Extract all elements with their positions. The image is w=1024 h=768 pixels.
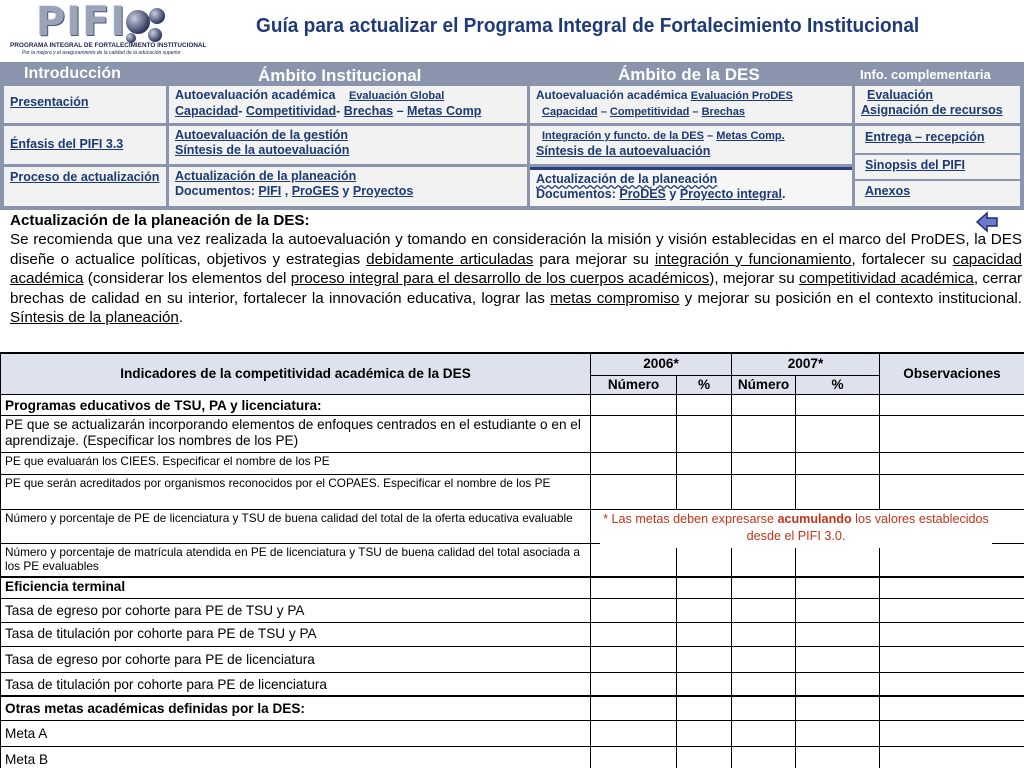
- row-label: Tasa de titulación por cohorte para PE de licenciatura: [1, 672, 591, 696]
- table-row: [1, 452, 1024, 474]
- brechas-link[interactable]: Brechas: [343, 104, 394, 118]
- nav-item-label[interactable]: Presentación: [10, 95, 89, 109]
- cell-2006-percent[interactable]: [677, 415, 732, 452]
- brechas-des-link[interactable]: Brechas: [701, 106, 745, 118]
- cell-2007-numero[interactable]: [732, 577, 796, 598]
- cell-2006-numero[interactable]: [591, 622, 677, 646]
- cell-observaciones[interactable]: [880, 598, 1024, 622]
- cell-2007-numero[interactable]: [732, 598, 796, 622]
- cell-2006-numero[interactable]: [591, 452, 677, 474]
- cell-2006-numero[interactable]: [591, 720, 677, 746]
- nav-header-des[interactable]: Ámbito de la DES: [618, 65, 760, 84]
- nav-cell-autoevaluacion: Autoevaluación académica Evaluación Global Capacidad- Competitividad- Brechas – Metas Comp: [169, 86, 527, 123]
- body-text-segment: Se recomienda que una vez realizada la autoevaluación y tomando en consideración la misión y visión establecidas en el marco del ProDES, la DES diseñe o actualice políticas, objetivos y estrategias: [10, 231, 1022, 268]
- evaluacion-prodes-link[interactable]: Evaluación ProDES: [690, 90, 793, 102]
- row-label: Meta B: [1, 746, 591, 768]
- percent-2006-header: %: [677, 375, 732, 394]
- cell-observaciones[interactable]: [880, 577, 1024, 598]
- cell-2006-percent[interactable]: [677, 746, 732, 768]
- table-row: [1, 394, 1024, 415]
- cell-2007-percent[interactable]: [796, 543, 880, 577]
- cell-2006-percent[interactable]: [677, 696, 732, 720]
- table-row: [1, 646, 1024, 672]
- page-title: Guía para actualizar el Programa Integral de Fortalecimiento Institucional: [256, 14, 920, 37]
- anexos-link[interactable]: Anexos: [865, 184, 911, 198]
- cell-2007-percent[interactable]: [796, 394, 880, 415]
- nav-cell-planeacion-des-active: Actualización de la planeación Documentos: ProDES y Proyecto integral.: [530, 167, 852, 206]
- table-header-row: [1, 353, 1024, 375]
- cell-2006-percent[interactable]: [677, 394, 732, 415]
- year-2007-header: 2007*: [732, 353, 880, 375]
- planeacion-description: [10, 211, 1022, 327]
- row-label: Tasa de titulación por cohorte para PE de TSU y PA: [1, 622, 591, 646]
- body-link-integracion[interactable]: integración y funcionamiento: [654, 250, 852, 268]
- metas-comp-des-link[interactable]: Metas Comp.: [716, 130, 785, 142]
- nav-header-info[interactable]: Info. complementaria: [860, 67, 991, 82]
- cell-observaciones[interactable]: [880, 672, 1024, 696]
- cell-2006-percent[interactable]: [677, 720, 732, 746]
- nav-item-proceso[interactable]: [4, 167, 166, 206]
- indicator-header: Indicadores de la competitividad académica de la DES: [1, 353, 591, 394]
- pifi-logo: [4, 0, 207, 60]
- row-label: Número y porcentaje de matrícula atendida en PE de licenciatura y TSU de buena calidad del total asociada a los PE evaluables: [1, 543, 591, 577]
- capacidad-link[interactable]: Capacidad: [175, 104, 239, 118]
- section-heading: Actualización de la planeación de la DES:: [10, 212, 310, 229]
- cell-2006-percent[interactable]: [677, 452, 732, 474]
- row-label: Tasa de egreso por cohorte para PE de TSU y PA: [1, 598, 591, 622]
- table-row: [1, 543, 1024, 577]
- page-header: [0, 0, 1024, 62]
- asignacion-recursos-link[interactable]: Asignación de recursos: [861, 103, 1003, 117]
- body-link-articuladas[interactable]: debidamente articuladas: [366, 250, 534, 268]
- cell-observaciones[interactable]: [880, 696, 1024, 720]
- cell-2007-numero[interactable]: [732, 746, 796, 768]
- nav-item-sinopsis[interactable]: [855, 155, 1020, 179]
- nav-cell-planeacion-inst: Actualización de la planeación Documentos: PIFI , ProGES y Proyectos: [169, 167, 527, 206]
- cell-observaciones[interactable]: [880, 646, 1024, 672]
- cell-2007-numero[interactable]: [732, 474, 796, 509]
- cell-2007-percent[interactable]: [796, 646, 880, 672]
- nav-cell-integracion-des: Integración y functo. de la DES – Metas Comp. Síntesis de la autoevaluación: [530, 126, 852, 164]
- evaluacion-global-link[interactable]: Evaluación Global: [348, 90, 445, 102]
- cell-2007-numero[interactable]: [732, 452, 796, 474]
- cell-2006-percent[interactable]: [677, 577, 732, 598]
- cell-2006-numero[interactable]: [591, 746, 677, 768]
- actualizacion-planeacion-link[interactable]: Actualización de la planeación: [175, 169, 357, 183]
- body-text-segment: ), mejorar su: [709, 270, 799, 288]
- body-link-sintesis-planeacion[interactable]: Síntesis de la planeación: [10, 309, 179, 327]
- row-label: Eficiencia terminal: [1, 577, 591, 598]
- cell-2007-percent[interactable]: [796, 720, 880, 746]
- note-text-a: * Las metas deben expresarse: [603, 512, 778, 526]
- navigation-grid: [0, 62, 1024, 210]
- cell-2007-percent[interactable]: [796, 672, 880, 696]
- cell-2007-percent[interactable]: [796, 598, 880, 622]
- sintesis-autoevaluacion-des-link[interactable]: Síntesis de la autoevaluación: [536, 144, 711, 158]
- body-text-segment: (considerar los elementos del: [83, 270, 291, 288]
- cell-2006-numero[interactable]: [591, 415, 677, 452]
- body-link-proceso-integral[interactable]: proceso integral para el desarrollo de los cuerpos académicos: [290, 270, 710, 288]
- autoevaluacion-gestion-link[interactable]: Autoevaluación de la gestión: [175, 128, 348, 142]
- cell-2007-numero[interactable]: [732, 696, 796, 720]
- percent-2007-header: %: [796, 375, 880, 394]
- body-text-segment: , cerrar brechas de calidad en su interior, fortalecer la innovación educativa, lograr las: [10, 270, 1023, 307]
- cell-2006-percent[interactable]: [677, 672, 732, 696]
- cell-2006-numero[interactable]: [591, 696, 677, 720]
- prodes-link[interactable]: ProDES: [619, 187, 666, 201]
- table-row: [1, 474, 1024, 509]
- cell-2007-percent[interactable]: [796, 474, 880, 509]
- body-text-segment: para mejorar su: [533, 250, 655, 268]
- cell-observaciones[interactable]: [880, 452, 1024, 474]
- cell-2006-percent[interactable]: [677, 598, 732, 622]
- row-label: Programas educativos de TSU, PA y licenciatura:: [1, 394, 591, 415]
- cell-observaciones[interactable]: [880, 543, 1024, 577]
- metas-note: [600, 510, 992, 548]
- body-link-competitividad[interactable]: competitividad académica: [798, 270, 974, 288]
- logo-word: PIFI: [36, 0, 127, 45]
- cell-observaciones[interactable]: [880, 622, 1024, 646]
- cell-2007-numero[interactable]: [732, 415, 796, 452]
- nav-item-entrega[interactable]: [855, 126, 1020, 153]
- cell-2007-percent[interactable]: [796, 577, 880, 598]
- row-label: PE que serán acreditados por organismos reconocidos por el COPAES. Especificar el nombre de los PE: [1, 474, 591, 509]
- cell-2007-percent[interactable]: [796, 696, 880, 720]
- proyectos-link[interactable]: Proyectos: [352, 184, 414, 198]
- nav-cell-evaluacion: [855, 86, 1020, 123]
- nav-item-label[interactable]: Énfasis del PIFI 3.3: [10, 137, 124, 151]
- note-text-bold: acumulando: [777, 512, 852, 526]
- actualizacion-planeacion-des-link[interactable]: Actualización de la planeación: [536, 172, 718, 186]
- table-row: [1, 720, 1024, 746]
- autoevaluacion-academica-label: Autoevaluación académica: [175, 88, 336, 102]
- body-link-metas-compromiso[interactable]: metas compromiso: [550, 289, 680, 307]
- cell-2006-numero[interactable]: [591, 474, 677, 509]
- cell-2007-percent[interactable]: [796, 746, 880, 768]
- row-label: Otras metas académicas definidas por la DES:: [1, 696, 591, 720]
- cell-2006-percent[interactable]: [677, 622, 732, 646]
- logo-tagline: Por la mejora y el aseguramiento de la calidad de la educación superior: [22, 50, 181, 56]
- documentos-label: Documentos:: [175, 184, 255, 198]
- nav-item-anexos[interactable]: [855, 181, 1020, 206]
- table-row: [1, 577, 1024, 598]
- cell-2007-percent[interactable]: [796, 415, 880, 452]
- year-2006-header: 2006*: [591, 353, 732, 375]
- table-row: [1, 622, 1024, 646]
- body-text-segment: , fortalecer su: [851, 250, 953, 268]
- cell-2006-numero[interactable]: [591, 598, 677, 622]
- competitividad-link[interactable]: Competitividad: [245, 104, 337, 118]
- row-label: Meta A: [1, 720, 591, 746]
- row-label: PE que evaluarán los CIEES. Especificar el nombre de los PE: [1, 452, 591, 474]
- entrega-recepcion-link[interactable]: Entrega – recepción: [865, 130, 985, 144]
- cell-2007-numero[interactable]: [732, 646, 796, 672]
- observations-header: Observaciones: [880, 353, 1024, 394]
- cell-2007-numero[interactable]: [732, 622, 796, 646]
- evaluacion-link[interactable]: Evaluación: [867, 88, 933, 102]
- proyecto-integral-link[interactable]: Proyecto integral: [679, 187, 782, 201]
- cell-2006-numero[interactable]: [591, 543, 677, 577]
- row-label: Número y porcentaje de PE de licenciatura y TSU de buena calidad del total de la oferta educativa evaluable: [1, 509, 591, 543]
- table-row: [1, 598, 1024, 622]
- nav-item-enfasis[interactable]: [4, 126, 166, 164]
- documentos-des-label: Documentos:: [536, 187, 616, 201]
- numero-2007-header: Número: [732, 375, 796, 394]
- cell-observaciones[interactable]: [880, 474, 1024, 509]
- cell-2007-percent[interactable]: [796, 452, 880, 474]
- cell-observaciones[interactable]: [880, 720, 1024, 746]
- nav-header-intro[interactable]: Introducción: [24, 65, 121, 82]
- indicadores-table-wrapper: [0, 352, 1024, 768]
- note-text-c: los valores establecidos desde el PIFI 3.0.: [746, 512, 989, 543]
- cell-2006-numero[interactable]: [591, 394, 677, 415]
- nav-item-label[interactable]: Proceso de actualización: [10, 170, 160, 184]
- table-row: [1, 415, 1024, 452]
- competitividad-des-link[interactable]: Competitividad: [609, 106, 690, 118]
- pifi-link[interactable]: PIFI: [258, 184, 282, 198]
- indicadores-table: [0, 352, 1024, 768]
- numero-2006-header: Número: [591, 375, 677, 394]
- logo-spheres-icon: [122, 2, 168, 44]
- nav-header-institucional[interactable]: Ámbito Institucional: [258, 66, 422, 85]
- table-row: [1, 696, 1024, 720]
- autoevaluacion-academica-des-label: Autoevaluación académica: [536, 88, 688, 102]
- table-row: [1, 746, 1024, 768]
- table-row: [1, 672, 1024, 696]
- body-text-segment: y mejorar su posición en el contexto institucional.: [679, 289, 1022, 307]
- proges-link[interactable]: ProGES: [291, 184, 339, 198]
- cell-2007-percent[interactable]: [796, 622, 880, 646]
- cell-2007-numero[interactable]: [732, 720, 796, 746]
- sinopsis-pifi-link[interactable]: Sinopsis del PIFI: [865, 158, 966, 172]
- integracion-functo-link[interactable]: Integración y functo. de la DES: [542, 130, 704, 142]
- body-link-capacidad[interactable]: capacidad académica: [10, 250, 1022, 288]
- sintesis-autoevaluacion-link[interactable]: Síntesis de la autoevaluación: [175, 143, 350, 157]
- row-label: PE que se actualizarán incorporando elementos de enfoques centrados en el estudiante o en el aprendizaje. (Especificar los nombres de los PE): [1, 415, 591, 452]
- cell-2007-numero[interactable]: [732, 394, 796, 415]
- cell-observaciones[interactable]: [880, 415, 1024, 452]
- cell-2007-numero[interactable]: [732, 543, 796, 577]
- row-label: Tasa de egreso por cohorte para PE de licenciatura: [1, 646, 591, 672]
- cell-observaciones[interactable]: [880, 746, 1024, 768]
- cell-2006-numero[interactable]: [591, 577, 677, 598]
- nav-cell-gestion: [169, 126, 527, 164]
- cell-2006-numero[interactable]: [591, 646, 677, 672]
- metas-comp-link[interactable]: Metas Comp: [407, 104, 482, 118]
- cell-2007-numero[interactable]: [732, 672, 796, 696]
- logo-caption: PROGRAMA INTEGRAL DE FORTALECIMIENTO INSTITUCIONAL: [10, 42, 207, 49]
- body-text-segment: .: [178, 309, 184, 327]
- cell-2006-percent[interactable]: [677, 646, 732, 672]
- capacidad-des-link[interactable]: Capacidad: [542, 106, 598, 118]
- cell-observaciones[interactable]: [880, 394, 1024, 415]
- cell-2006-numero[interactable]: [591, 672, 677, 696]
- cell-2006-percent[interactable]: [677, 543, 732, 577]
- cell-2006-percent[interactable]: [677, 474, 732, 509]
- nav-item-presentacion[interactable]: [4, 86, 166, 123]
- nav-cell-autoevaluacion-des: Autoevaluación académica Evaluación ProDES Capacidad – Competitividad – Brechas: [530, 86, 852, 123]
